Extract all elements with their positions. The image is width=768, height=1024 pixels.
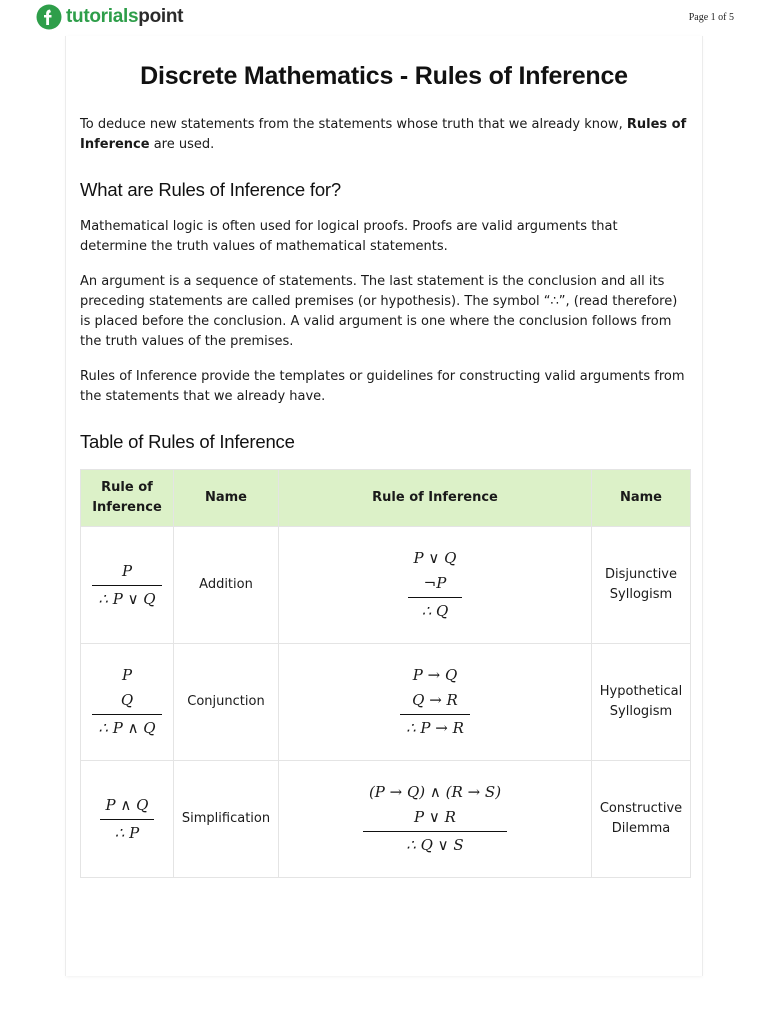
inference-rule bbox=[98, 559, 155, 612]
premise: P → Q bbox=[412, 666, 458, 684]
premise: P ∨ R bbox=[414, 808, 456, 826]
rule-name: Hypothetical Syllogism bbox=[592, 644, 691, 761]
intro-paragraph: To deduce new statements from the statements whose truth that we already know, Rules of Inference are used. bbox=[80, 117, 687, 152]
premise: (P → Q) ∧ (R → S) bbox=[368, 783, 502, 801]
conclusion: ∴ P → R bbox=[406, 719, 464, 737]
inference-rule bbox=[106, 793, 149, 846]
inference-rule bbox=[406, 663, 464, 741]
rule-cell bbox=[81, 527, 174, 644]
paragraph-rules-templates: Rules of Inference provide the templates or guidelines for constructing valid arguments from the statements that we already have. bbox=[80, 369, 685, 404]
column-header: Rule of Inference bbox=[279, 470, 592, 527]
paragraph-logic-proofs: Mathematical logic is often used for logical proofs. Proofs are valid arguments that determine the truth values of mathematical statements. bbox=[80, 219, 618, 254]
inference-line bbox=[400, 714, 470, 715]
rule-cell bbox=[81, 761, 174, 878]
page-title: Discrete Mathematics - Rules of Inference bbox=[140, 62, 628, 90]
logo-text: tutorialspoint bbox=[66, 6, 184, 27]
inference-line bbox=[363, 831, 507, 832]
page-indicator: Page 1 of 5 bbox=[688, 12, 734, 23]
table-row bbox=[81, 644, 691, 761]
premise: P ∨ Q bbox=[413, 549, 457, 567]
rule-name: Conjunction bbox=[174, 644, 279, 761]
inference-rule bbox=[369, 780, 501, 858]
column-header: Name bbox=[174, 470, 279, 527]
rule-cell bbox=[279, 527, 592, 644]
conclusion: ∴ P ∨ Q bbox=[98, 589, 156, 608]
conclusion: ∴ Q ∨ S bbox=[406, 836, 464, 854]
section-heading-purpose: What are Rules of Inference for? bbox=[80, 179, 341, 200]
rule-cell bbox=[81, 644, 174, 761]
premise: P ∧ Q bbox=[105, 795, 149, 814]
rule-name: Disjunctive Syllogism bbox=[592, 527, 691, 644]
section-heading-table: Table of Rules of Inference bbox=[80, 431, 295, 452]
premise: Q bbox=[120, 691, 134, 709]
rule-name: Addition bbox=[174, 527, 279, 644]
inference-rule bbox=[414, 546, 457, 624]
inference-rule bbox=[98, 663, 155, 741]
inference-line bbox=[92, 714, 161, 715]
intro-bold-term: Rules of Inference bbox=[80, 117, 687, 152]
logo-icon bbox=[36, 4, 62, 30]
paragraph-argument-definition: An argument is a sequence of statements. The last statement is the conclusion and all its preceding statements are called premises (or hypothesis). The symbol “∴”, (read therefore) is placed before the conclusion. A valid argument is one where the conclusion follows from the truth values of the premises. bbox=[80, 274, 678, 349]
rule-cell bbox=[279, 761, 592, 878]
conclusion: ∴ P ∧ Q bbox=[98, 719, 156, 737]
column-header: Rule of Inference bbox=[81, 470, 174, 527]
article-content bbox=[80, 36, 688, 878]
inference-line bbox=[100, 819, 155, 820]
conclusion: ∴ P bbox=[114, 823, 140, 842]
document-page bbox=[66, 36, 702, 976]
rules-of-inference-table bbox=[80, 469, 691, 878]
tutorialspoint-logo[interactable] bbox=[36, 4, 183, 30]
table-row bbox=[81, 527, 691, 644]
table-header-row bbox=[81, 470, 691, 527]
rule-name: Simplification bbox=[174, 761, 279, 878]
premise: P bbox=[121, 666, 133, 684]
conclusion: ∴ Q bbox=[421, 602, 449, 620]
premise: P bbox=[121, 561, 133, 580]
table-row bbox=[81, 761, 691, 878]
inference-line bbox=[92, 585, 161, 586]
premise: ¬P bbox=[423, 574, 447, 592]
top-bar bbox=[0, 0, 768, 36]
premise: Q → R bbox=[412, 691, 458, 709]
column-header: Name bbox=[592, 470, 691, 527]
inference-line bbox=[408, 597, 463, 598]
rule-cell bbox=[279, 644, 592, 761]
rule-name: Constructive Dilemma bbox=[592, 761, 691, 878]
